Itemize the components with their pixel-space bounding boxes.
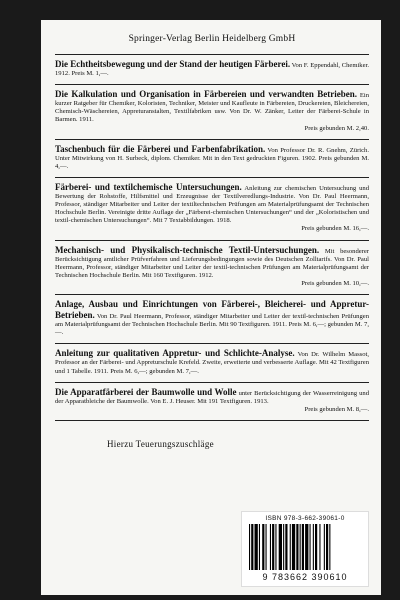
book-description: Von F. Eppendahl, Chemiker. 1912. Preis M. 1,—. — [55, 62, 370, 78]
book-title: Färberei- und textilchemische Untersuchungen. — [55, 181, 242, 192]
book-entry — [55, 385, 369, 416]
book-entry — [55, 142, 369, 173]
divider — [55, 420, 369, 421]
surcharge-note: Hierzu Teuerungszuschläge — [107, 438, 214, 449]
book-price: Preis gebunden M. 10,—. — [301, 279, 369, 287]
book-description: Anleitung zur chemischen Untersuchung und Bewertung der Rohstoffe, Hilfsmittel und Erzeugnisse der Textilveredlungs-Industrie. Von Dr. Paul Heermann, Professor, ständiger Mitarbeiter und Leiter der textiltechnischen Prüfungen am Materialprüfungsamt der Technischen Hochschule Berlin. Vereinigte dritte Auflage der „Färberei-chemischen Untersuchungen“ und der „Koloristischen und textil-chemischen Untersuchungen“. Mit 7 Textabbildungen. 1918. — [55, 184, 370, 225]
book-entry — [55, 297, 369, 339]
book-entry — [55, 57, 369, 80]
isbn-barcode — [241, 511, 369, 587]
book-title: Die Kalkulation und Organisation in Färbereien und verwandten Betrieben. — [55, 89, 357, 100]
book-entry — [55, 87, 369, 134]
divider — [55, 240, 369, 241]
book-description: Mit besonderer Berücksichtigung amtlicher Prüfverfahren und Lieferungsbedingungen sowie des Deutschen Zolltarifs. Von Dr. Paul Heermann, Professor, ständiger Mitarbeiter und Leiter der textil-technischen Prüfungen am Materialprüfungsamt der Technischen Hochschule Berlin. Mit 160 Textfiguren. 1912. — [55, 247, 370, 279]
book-entry — [55, 180, 369, 236]
divider — [55, 177, 369, 178]
book-description: Ein kurzer Ratgeber für Chemiker, Koloristen, Techniker, Meister und Kaufleute in Färbereien, Druckereien, Bleichereien, Chemisch-Wäschereien, Appreturanstalten, Textilfabriken usw. Von Dr. W. Zänker, Leiter der Färberei-Schule in Barmen. 1911. — [55, 92, 369, 124]
book-price: Preis gebunden M. 16,—. — [301, 225, 369, 233]
book-title: Anleitung zur qualitativen Appretur- und Schlichte-Analyse. — [55, 348, 295, 359]
book-title: Die Apparatfärberei der Baumwolle und Wolle — [55, 386, 237, 397]
divider — [55, 54, 369, 55]
book-price: Preis gebunden M. 8,—. — [304, 405, 369, 413]
divider — [55, 382, 369, 383]
book-description: Von Dr. Paul Heermann, Professor, ständiger Mitarbeiter und Leiter der textil-technischen Prüfungen am Materialprüfungsamt der Technischen Hochschule Berlin. Mit 90 Textfiguren. 1911. Preis M. 6,—; gebunden M. 7,—. — [55, 313, 369, 337]
book-title: Mechanisch- und Physikalisch-technische Textil-Untersuchungen. — [55, 244, 320, 255]
book-title: Die Echtheitsbewegung und der Stand der heutigen Färberei. — [55, 59, 291, 69]
barcode-number: 9 783662 390610 — [262, 572, 348, 582]
barcode-icon — [247, 524, 363, 574]
book-description: Von Professor Dr. R. Gnehm, Zürich. Unter Mitwirkung von H. Surbeck, diplom. Chemiker. Mit in den Text gedruckten Figuren. 1902. Preis gebunden M. 4,—. — [55, 146, 369, 170]
divider — [55, 139, 369, 140]
book-description: Von Dr. Wilhelm Massot, Professor an der Färberei- und Appreturschule Krefeld. Zweite, erweiterte und verbesserte Auflage. Mit 42 Textfiguren und 1 Tabelle. 1911. Preis M. 6,—; gebunden M. 7,—. — [55, 351, 369, 375]
book-description: unter Berücksichtigung der Wasserreinigung und der Apparatbleiche der Baumwolle. Von E. J. Heuser. Mit 191 Textfiguren. 1913. — [55, 389, 369, 405]
divider — [55, 294, 369, 295]
divider — [55, 84, 369, 85]
publisher-name: Springer-Verlag Berlin Heidelberg GmbH — [128, 34, 296, 44]
back-cover-page — [41, 20, 381, 595]
isbn-label: ISBN 978-3-662-39061-0 — [265, 515, 345, 522]
book-title: Taschenbuch für die Färberei und Farbenfabrikation. — [55, 143, 266, 154]
book-entry — [55, 346, 369, 377]
divider — [55, 343, 369, 344]
book-title: Anlage, Ausbau und Einrichtungen von Färberei-, Bleicherei- und Appretur-Betrieben. — [55, 298, 369, 321]
book-price: Preis gebunden M. 2,40. — [304, 124, 369, 132]
book-entry — [55, 243, 369, 290]
